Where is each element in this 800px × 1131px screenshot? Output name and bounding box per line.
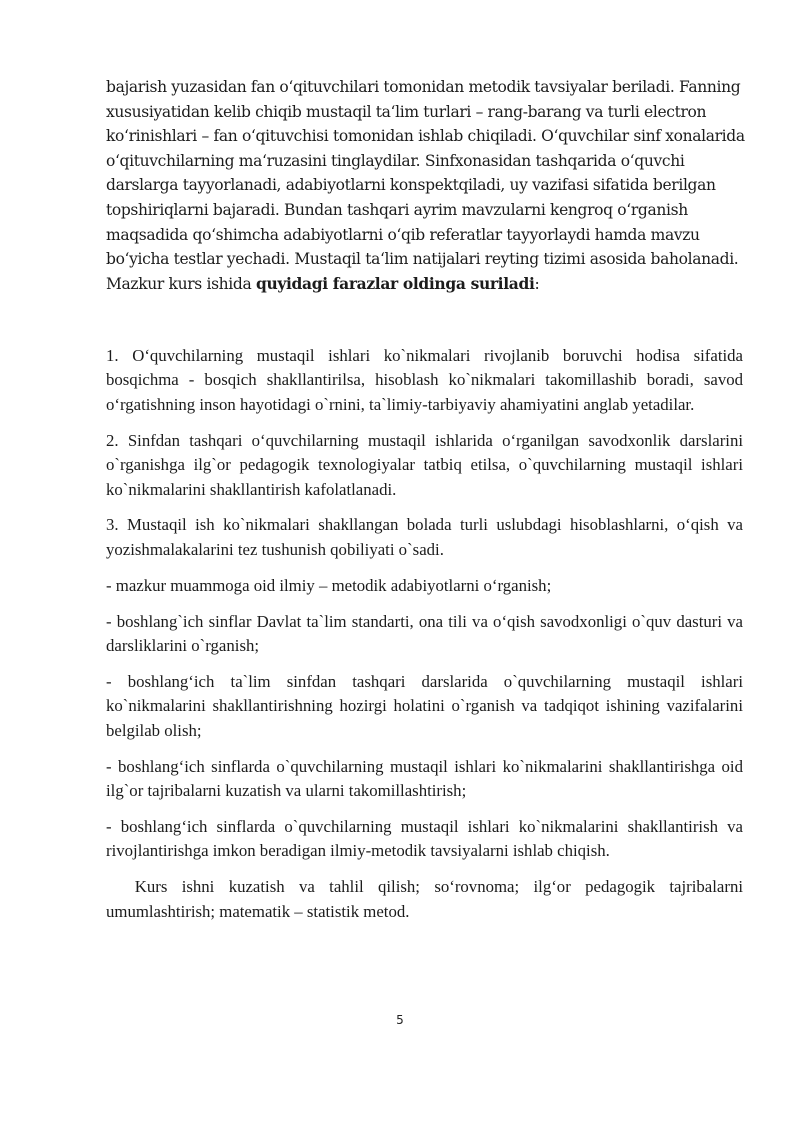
task-item: - boshlang‘ich sinflarda o`quvchilarning mustaqil ishlari ko`nikmalarini shakllantirish va rivojlantirishga imkon beradigan ilmiy-metodik tavsiyalarni ishlab chiqish. <box>106 817 743 861</box>
task-item: - boshlang‘ich sinflarda o`quvchilarning mustaqil ishlari ko`nikmalarini shakllantirishga oid ilg`or tajribalarni kuzatish va ularni takomillashtirish; <box>106 756 743 801</box>
hypothesis-intro-prefix: Mazkur kurs ishida <box>106 274 256 293</box>
hypothesis-item: 2. Sinfdan tashqari o‘quvchilarning mustaqil ishlarida o‘rganilgan savodxonlik darslarini o`rganishga ilg`or pedagogik texnologiyalar tatbiq etilsa, o`quvchilarning mustaqil ishlari ko`nikmalarini shakllantirish kafolatlanadi. <box>106 430 743 499</box>
hypothesis-intro-bold: quyidagi farazlar oldinga suriladi <box>255 273 535 293</box>
hypothesis-item: 1. O‘quvchilarning mustaqil ishlari ko`nikmalari rivojlanib boruvchi hodisa sifatida bosqichma - bosqich shakllantirilsa, hisoblash ko`nikmalari takomillashib boradi, savod o‘rgatishning inson hayotidagi o`rnini, ta`limiy-tarbiyaviy ahamiyatini anglab yetadilar. <box>106 346 743 414</box>
hypothesis-intro-suffix: : <box>534 274 540 293</box>
hypothesis-item: 3. Mustaqil ish ko`nikmalari shakllangan bolada turli uslubdagi hisoblashlarni, o‘qish va yozishmalakalarini tez tushunish qobiliyati o`sadi. <box>106 515 743 559</box>
task-item: - boshlang‘ich ta`lim sinfdan tashqari darslarida o`quvchilarning mustaqil ishlari ko`nikmalarini shakllantirishning hozirgi holatini o`rganish va tadqiqot ishining vazifalarini belgilab olish; <box>106 671 743 740</box>
main-section <box>106 344 748 936</box>
hypothesis-intro-line <box>106 272 746 297</box>
page-number: 5 <box>396 1013 404 1027</box>
methods-paragraph: Kurs ishni kuzatish va tahlil qilish; so‘rovnoma; ilg‘or pedagogik tajribalarni umumlashtirish; matematik – statistik metod. <box>106 877 748 921</box>
task-item: - boshlang`ich sinflar Davlat ta`lim standarti, ona tili va o‘qish savodxonligi o`quv dasturi va darsliklarini o`rganish; <box>106 611 743 656</box>
task-item: - mazkur muammoga oid ilmiy – metodik adabiyotlarni o‘rganish; <box>106 575 552 595</box>
intro-paragraph: bajarish yuzasidan fan o‘qituvchilari tomonidan metodik tavsiyalar beriladi. Fanning xususiyatidan kelib chiqib mustaqil ta‘lim turlari – rang-barang va turli electron ko‘rinishlari – fan o‘qituvchisi tomonidan ishlab chiqiladi. O‘quvchilar sinf xonalarida o‘qituvchilarning ma‘ruzasini tinglaydilar. Sinfxonasidan tashqarida o‘quvchi darslarga tayyorlanadi, adabiyotlarni konspektqiladi, uy vazifasi sifatida berilgan topshiriqlarni bajaradi. Bundan tashqari ayrim mavzularni kengroq o‘rganish maqsadida qo‘shimcha adabiyotlarni o‘qib referatlar tayyorlaydi hamda mavzu bo‘yicha testlar yechadi. Mustaqil ta‘lim natijalari reyting tizimi asosida baholanadi. <box>106 78 745 269</box>
intro-section <box>106 75 746 296</box>
